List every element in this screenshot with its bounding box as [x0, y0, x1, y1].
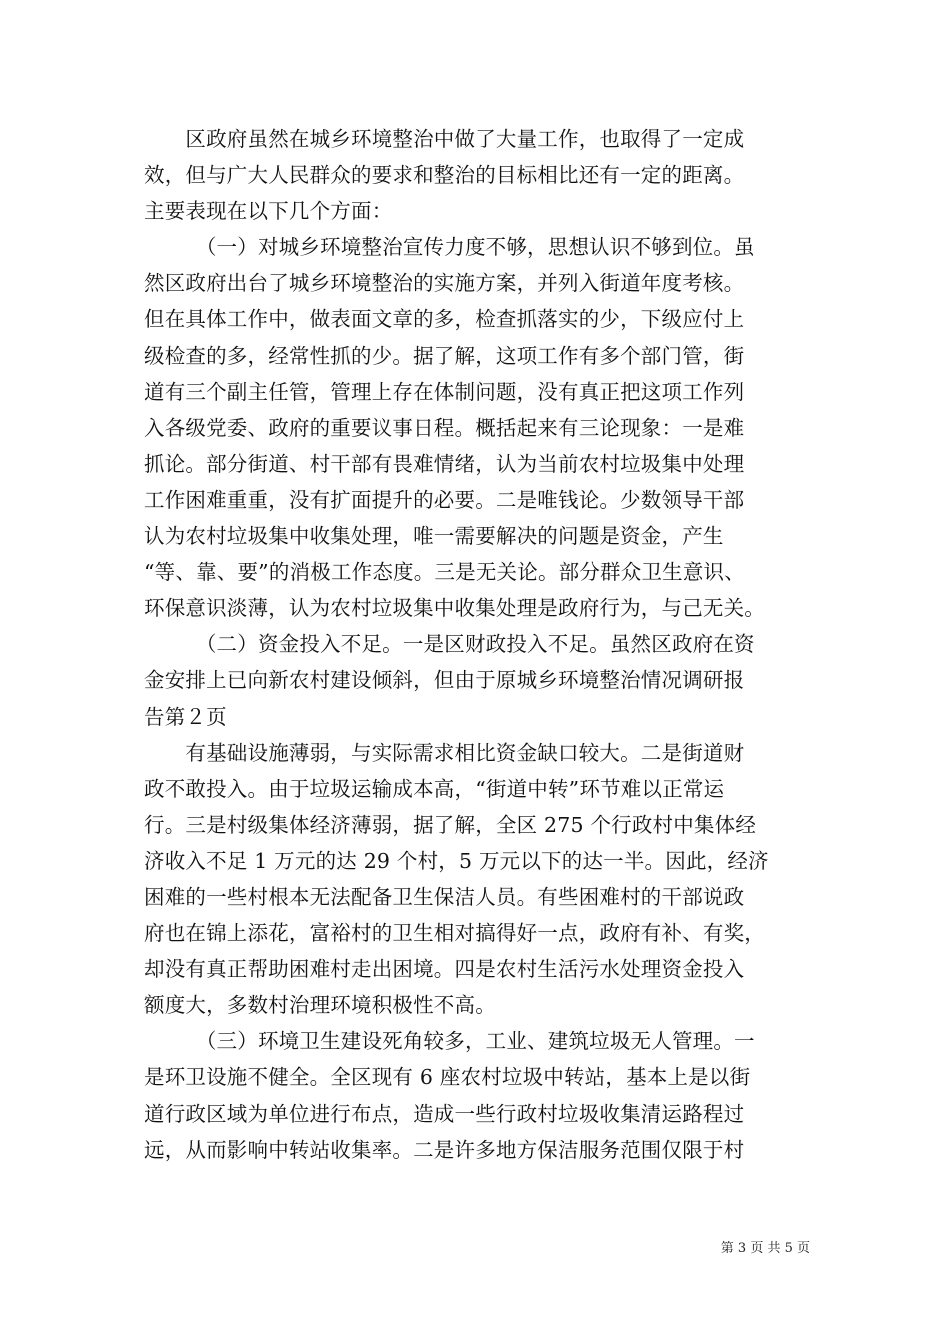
text-line: （一）对城乡环境整治宣传力度不够，思想认识不够到位。虽	[144, 235, 755, 260]
text-line: 但在具体工作中，做表面文章的多，检查抓落实的少，下级应付上	[144, 307, 745, 332]
text-line: 级检查的多，经常性抓的少。据了解，这项工作有多个部门管，街	[144, 343, 745, 368]
text-line: 然区政府出台了城乡环境整治的实施方案，并列入街道年度考核。	[144, 271, 745, 296]
text-line: 额度大，多数村治理环境积极性不高。	[144, 993, 496, 1018]
body-text	[144, 121, 810, 1168]
text-line: 却没有真正帮助困难村走出困境。四是农村生活污水处理资金投入	[144, 957, 745, 982]
text-line: 府也在锦上添花，富裕村的卫生相对搞得好一点，政府有补、有奖，	[144, 921, 765, 946]
text-line: 抓论。部分街道、村干部有畏难情绪，认为当前农村垃圾集中处理	[144, 451, 745, 476]
text-line: 认为农村垃圾集中收集处理，唯一需要解决的问题是资金，产生	[144, 524, 724, 549]
text-line: 远，从而影响中转站收集率。二是许多地方保洁服务范围仅限于村	[144, 1137, 745, 1162]
text-line: 主要表现在以下几个方面：	[144, 199, 393, 224]
text-line: 入各级党委、政府的重要议事日程。概括起来有三论现象：一是难	[144, 415, 745, 440]
text-line: 告第２页	[144, 704, 227, 729]
text-line: 有基础设施薄弱，与实际需求相比资金缺口较大。二是街道财	[144, 740, 745, 765]
text-line: 工作困难重重，没有扩面提升的必要。二是唯钱论。少数领导干部	[144, 487, 745, 512]
text-line: （三）环境卫生建设死角较多，工业、建筑垃圾无人管理。一	[144, 1029, 755, 1054]
text-line: 环保意识淡薄，认为农村垃圾集中收集处理是政府行为，与己无关。	[144, 596, 765, 621]
text-line: 道有三个副主任管，管理上存在体制问题，没有真正把这项工作列	[144, 379, 745, 404]
text-line: 行。三是村级集体经济薄弱，据了解，全区 275 个行政村中集体经	[144, 812, 757, 837]
text-line: 政不敢投入。由于垃圾运输成本高，“街道中转”环节难以正常运	[144, 776, 725, 801]
text-line: （二）资金投入不足。一是区财政投入不足。虽然区政府在资	[144, 632, 755, 657]
text-line: “等、靠、要”的消极工作态度。三是无关论。部分群众卫生意识、	[144, 560, 745, 585]
text-line: 道行政区域为单位进行布点，造成一些行政村垃圾收集清运路程过	[144, 1101, 745, 1126]
page-number: 第 3 页 共 5 页	[720, 1241, 810, 1256]
text-line: 效，但与广大人民群众的要求和整治的目标相比还有一定的距离。	[144, 163, 745, 188]
text-line: 困难的一些村根本无法配备卫生保洁人员。有些困难村的干部说政	[144, 884, 745, 909]
text-line: 金安排上已向新农村建设倾斜，但由于原城乡环境整治情况调研报	[144, 668, 745, 693]
text-line: 区政府虽然在城乡环境整治中做了大量工作，也取得了一定成	[144, 127, 745, 151]
text-line: 是环卫设施不健全。全区现有 6 座农村垃圾中转站，基本上是以街	[144, 1065, 751, 1090]
text-line: 济收入不足 1 万元的达 29 个村，5 万元以下的达一半。因此，经济	[144, 848, 769, 873]
